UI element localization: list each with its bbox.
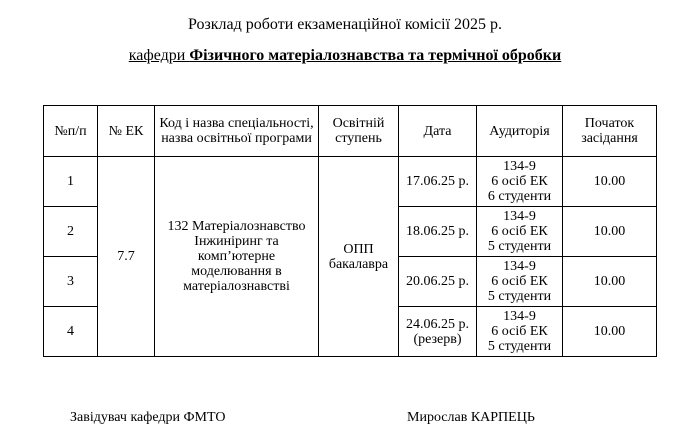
- row-num: 2: [44, 207, 98, 257]
- program-line: 132 Матеріалознавство: [167, 219, 306, 234]
- room-members: 6 осіб ЕК: [491, 274, 548, 289]
- table-row: [44, 157, 657, 207]
- row-room: [477, 157, 563, 207]
- row-num: 4: [44, 307, 98, 357]
- document-title: Розклад роботи екзаменаційної комісії 2025 р.: [187, 16, 503, 33]
- row-date: [399, 307, 477, 357]
- room-members: 6 осіб ЕК: [491, 224, 548, 239]
- row-time: 10.00: [563, 257, 657, 307]
- program-line: комп’ютерне: [197, 249, 276, 264]
- signatory-position: Завідувач кафедри ФМТО: [70, 410, 226, 425]
- row-date: 20.06.25 р.: [399, 257, 477, 307]
- header-num: №п/п: [44, 106, 98, 157]
- row-num: 3: [44, 257, 98, 307]
- header-ek: № ЕК: [98, 106, 155, 157]
- department-name: Фізичного матеріалознавства та термічної обробки: [189, 47, 562, 64]
- program-line: Інжиніринг та: [194, 234, 279, 249]
- room-members: 6 осіб ЕК: [491, 174, 548, 189]
- ek-number-cell: 7.7: [98, 157, 155, 357]
- room-number: 134-9: [503, 259, 536, 274]
- header-date: Дата: [399, 106, 477, 157]
- exam-schedule-table: [43, 105, 657, 357]
- row-time: 10.00: [563, 207, 657, 257]
- row-date: 17.06.25 р.: [399, 157, 477, 207]
- room-members: 6 осіб ЕК: [491, 324, 548, 339]
- date-note: (резерв): [413, 331, 462, 347]
- document-subtitle: [0, 47, 690, 65]
- program-line: моделювання в: [191, 264, 282, 279]
- row-room: [477, 257, 563, 307]
- date-value: 24.06.25 р.: [406, 316, 469, 332]
- level-cell: [319, 157, 399, 357]
- program-line: матеріалознавстві: [183, 279, 290, 294]
- room-students: 5 студенти: [487, 289, 552, 304]
- signatory-name: Мирослав КАРПЕЦЬ: [407, 410, 535, 425]
- header-room: Аудиторія: [477, 106, 563, 157]
- subtitle-prefix: кафедри: [128, 47, 190, 64]
- room-number: 134-9: [503, 159, 536, 174]
- header-specialty: Код і назва спеціальності, назва освітньої програми: [155, 106, 319, 157]
- row-time: 10.00: [563, 157, 657, 207]
- program-cell: [155, 157, 319, 357]
- table-header-row: [44, 106, 657, 157]
- header-level: Освітній ступень: [319, 106, 399, 157]
- level-line: бакалавра: [328, 256, 389, 272]
- room-students: 5 студенти: [487, 239, 552, 254]
- row-room: [477, 207, 563, 257]
- room-students: 5 студенти: [487, 339, 552, 354]
- room-number: 134-9: [503, 209, 536, 224]
- room-number: 134-9: [503, 309, 536, 324]
- header-start: Початок засідання: [563, 106, 657, 157]
- room-students: 6 студенти: [487, 189, 552, 204]
- row-room: [477, 307, 563, 357]
- row-date: 18.06.25 р.: [399, 207, 477, 257]
- row-time: 10.00: [563, 307, 657, 357]
- level-line: ОПП: [343, 241, 374, 257]
- row-num: 1: [44, 157, 98, 207]
